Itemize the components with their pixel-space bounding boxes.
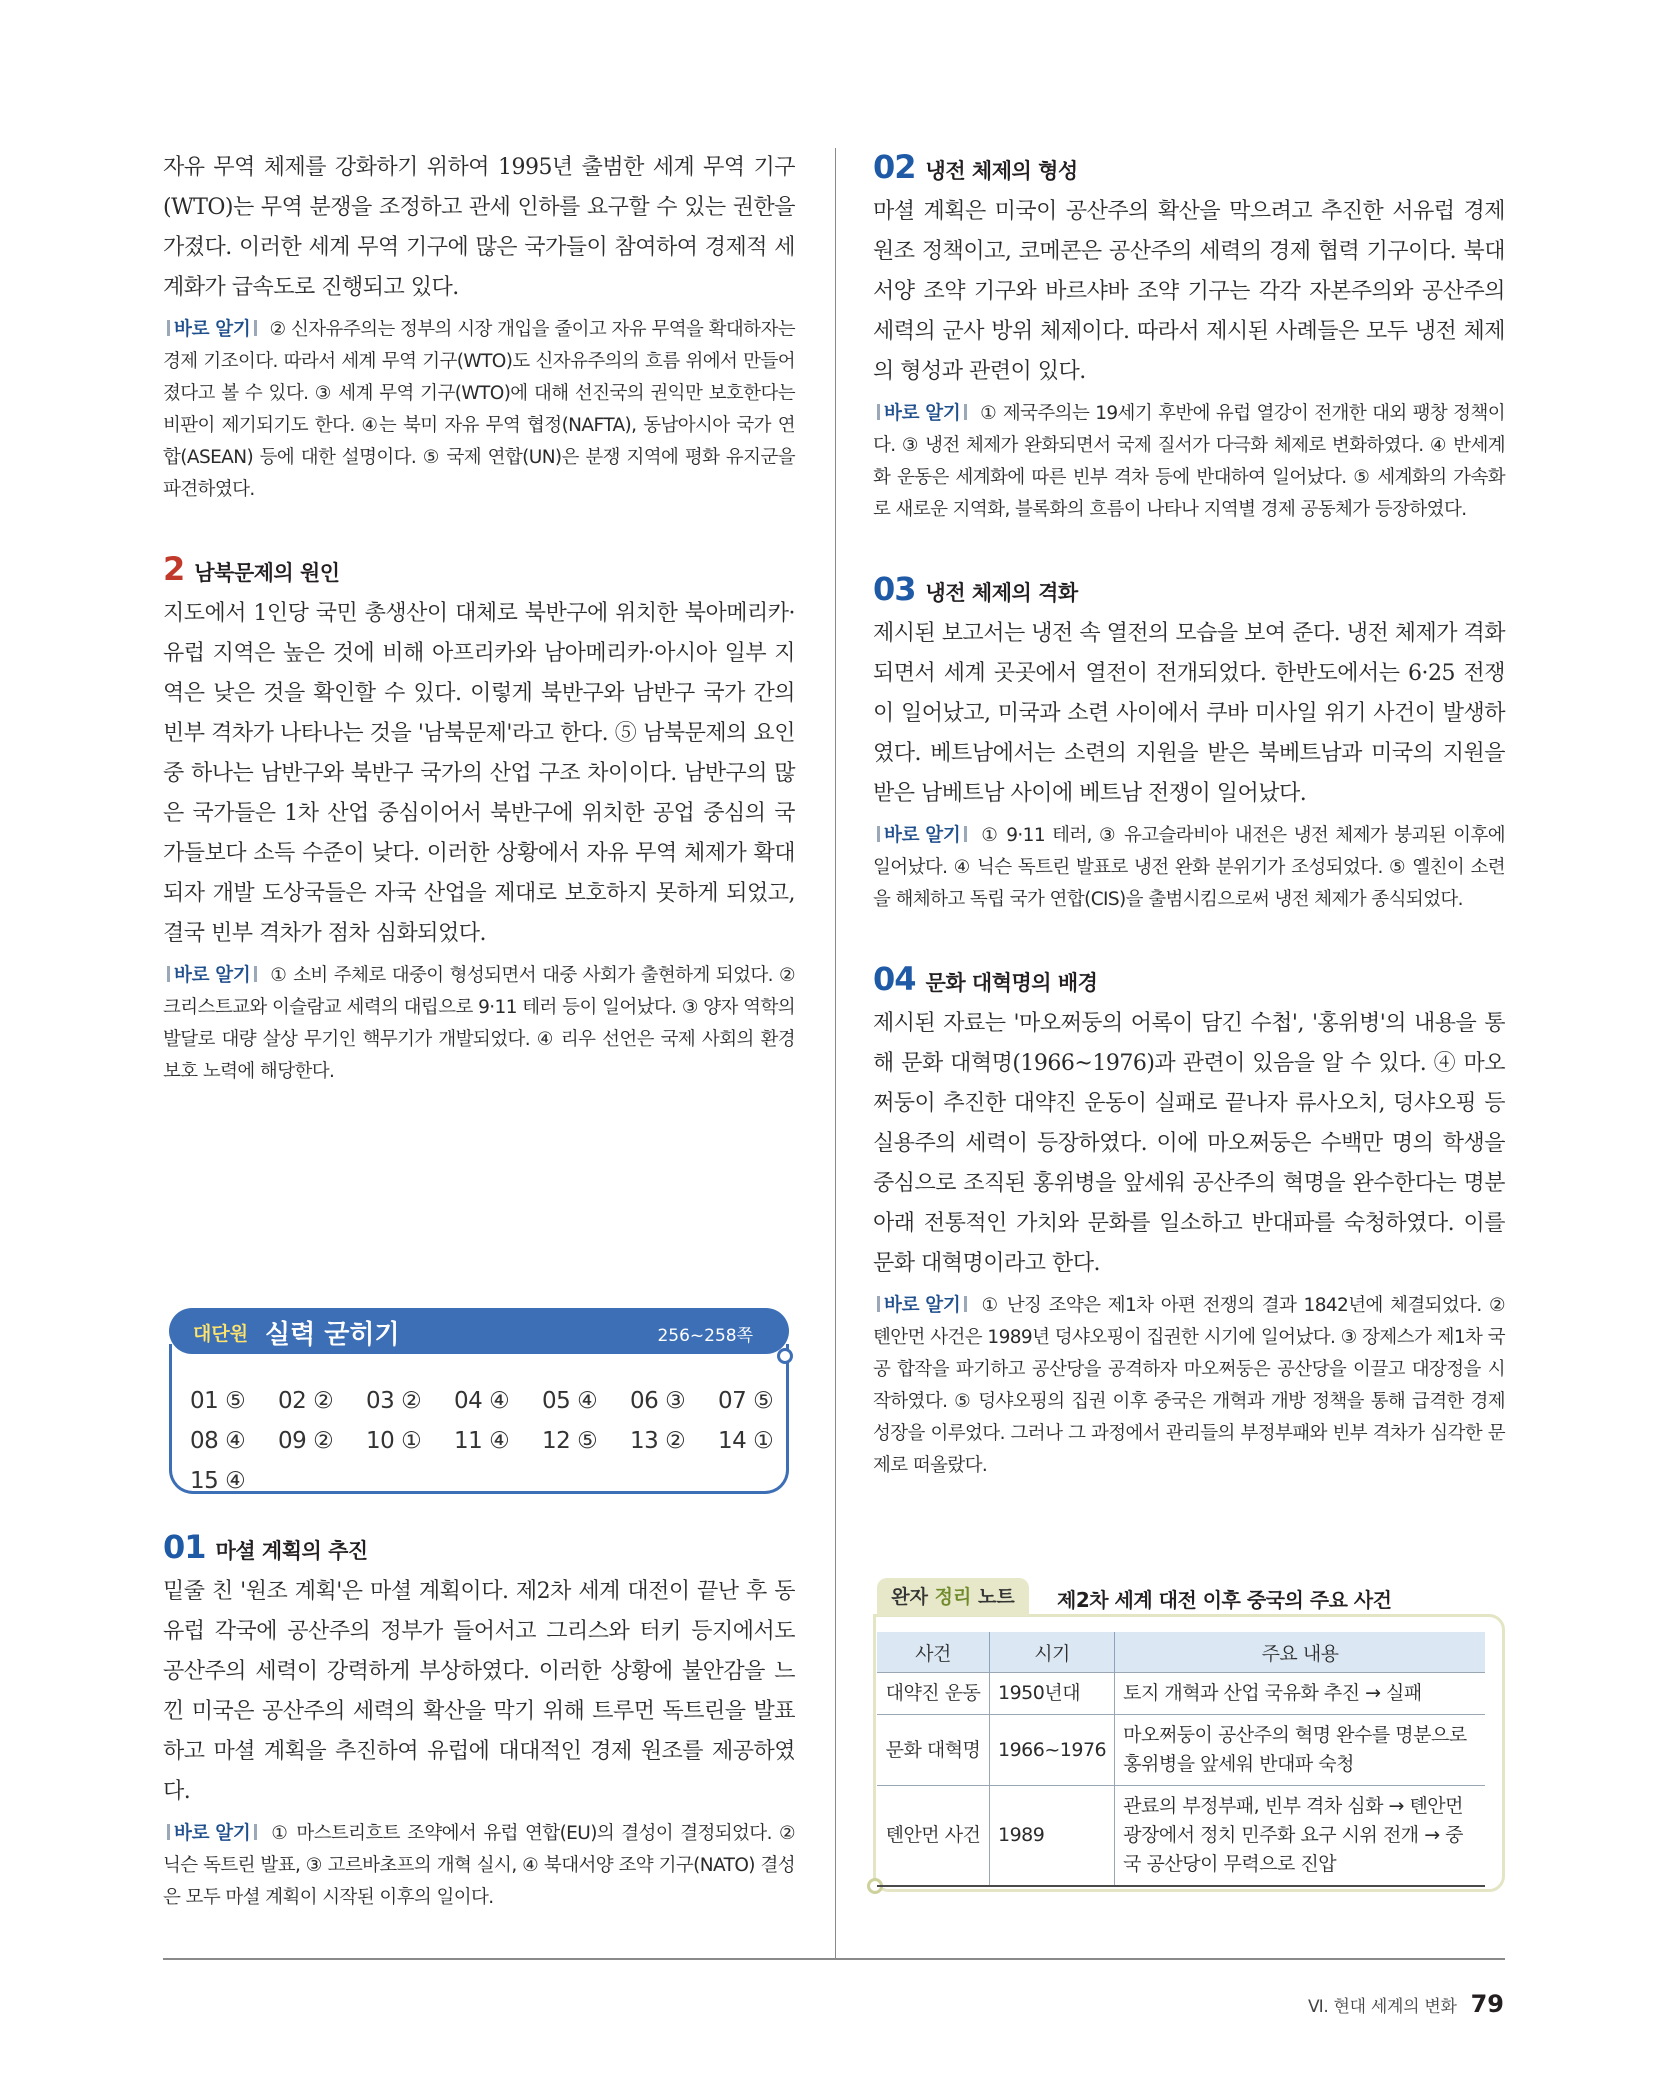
answer-item: 09 ② [278, 1428, 334, 1454]
question-number: 02 [873, 148, 916, 186]
question-title: 문화 대혁명의 배경 [925, 971, 1098, 995]
cell-event: 톈안먼 사건 [877, 1786, 990, 1887]
question-title: 냉전 체제의 형성 [925, 159, 1078, 183]
answer-grid [190, 1384, 806, 1498]
table-row [877, 1673, 1485, 1715]
answer-item: 14 ① [718, 1428, 774, 1454]
q01-heading [163, 1528, 795, 1566]
note-tag: 바로 알기 [163, 314, 261, 346]
answer-item: 07 ⑤ [718, 1388, 774, 1414]
answer-box [163, 1308, 795, 1498]
q01-paragraph: 밑줄 친 '원조 계획'은 마셜 계획이다. 제2차 세계 대전이 끝난 후 동유럽 각국에 공산주의 정부가 들어서고 그리스와 터키 등지에서도 공산주의 세력이 강력하게 부상하였다. 이러한 상황에 불안감을 느낀 미국은 공산주의 세력의 확산을 막기 위해 트루먼 독트린을 발표하고 마셜 계획을 추진하여 유럽에 대대적인 경제 원조를 제공하였다. [163, 1579, 795, 1804]
cell-period: 1966~1976 [990, 1715, 1115, 1786]
answer-item: 10 ① [366, 1428, 422, 1454]
answer-item: 15 ④ [190, 1468, 246, 1494]
intro-note: 바로 알기 ② 신자유주의는 정부의 시장 개입을 줄이고 자유 무역을 확대하자는 경제 기조이다. 따라서 세계 무역 기구(WTO)도 신자유주의의 흐름 위에서 만들어졌다고 볼 수 있다. ③ 세계 무역 기구(WTO)에 대해 선진국의 권익만 보호한다는 비판이 제기되기도 한다. ④는 북미 자유 무역 협정(NAFTA), 동남아시아 국가 연합(ASEAN) 등에 대한 설명이다. ⑤ 국제 연합(UN)은 분쟁 지역에 평화 유지군을 파견하였다. [163, 314, 795, 506]
note-tag: 바로 알기 [873, 820, 971, 852]
q04-heading [873, 960, 1505, 998]
answer-box-range: 256~258쪽 [657, 1326, 753, 1346]
answer-item: 01 ⑤ [190, 1388, 246, 1414]
summary-title: 제2차 세계 대전 이후 중국의 주요 사건 [1057, 1588, 1392, 1612]
cell-content: 관료의 부정부패, 빈부 격차 심화 → 톈안먼 광장에서 정치 민주화 요구 시위 전개 → 중국 공산당이 무력으로 진압 [1115, 1786, 1485, 1887]
q01-block [163, 1528, 795, 1914]
q02-note: 바로 알기 ① 제국주의는 19세기 후반에 유럽 열강이 전개한 대외 팽창 정책이다. ③ 냉전 체제가 완화되면서 국제 질서가 다극화 체제로 변화하였다. ④ 반세계화 운동은 세계화에 따른 빈부 격차 등에 반대하여 일어났다. ⑤ 세계화의 가속화로 새로운 지역화, 블록화의 흐름이 나타나 지역별 경제 공동체가 등장하였다. [873, 398, 1505, 526]
note-tag: 바로 알기 [873, 398, 971, 430]
answer-item: 02 ② [278, 1388, 334, 1414]
answer-box-label-big: 실력 굳히기 [265, 1320, 400, 1350]
answer-item: 12 ⑤ [542, 1428, 598, 1454]
summary-note [873, 1578, 1505, 1918]
question-number: 01 [163, 1528, 206, 1566]
right-column [873, 148, 1505, 1482]
answer-item: 11 ④ [454, 1428, 510, 1454]
question-number: 04 [873, 960, 916, 998]
page-number: 79 [1470, 1990, 1504, 2018]
answer-item: 13 ② [630, 1428, 686, 1454]
answer-item: 04 ④ [454, 1388, 510, 1414]
section-2-paragraph: 지도에서 1인당 국민 총생산이 대체로 북반구에 위치한 북아메리카·유럽 지역은 높은 것에 비해 아프리카와 남아메리카·아시아 일부 지역은 낮은 것을 확인할 수 있다. 이렇게 북반구와 남반구 국가 간의 빈부 격차가 나타나는 것을 '남북문제'라고 한다. ⑤ 남북문제의 요인 중 하나는 남반구와 북반구 국가의 산업 구조 차이이다. 남반구의 많은 국가들은 1차 산업 중심이어서 북반구에 위치한 공업 중심의 국가들보다 소득 수준이 낮다. 이러한 상황에서 자유 무역 체제가 확대되자 개발 도상국들은 자국 산업을 제대로 보호하지 못하게 되었고, 결국 빈부 격차가 점차 심화되었다. [163, 601, 795, 946]
answer-box-label-small: 대단원 [193, 1323, 249, 1345]
page-footer [1308, 1990, 1504, 2018]
cell-content: 토지 개혁과 산업 국유화 추진 → 실패 [1115, 1673, 1485, 1715]
column-header: 시기 [990, 1632, 1115, 1673]
q03-note: 바로 알기 ① 9·11 테러, ③ 유고슬라비아 내전은 냉전 체제가 붕괴된 이후에 일어났다. ④ 닉슨 독트린 발표로 냉전 완화 분위기가 조성되었다. ⑤ 옐친이 소련을 해체하고 독립 국가 연합(CIS)을 출범시킴으로써 냉전 체제가 종식되었다. [873, 820, 1505, 916]
note-tag: 바로 알기 [873, 1290, 971, 1322]
column-header: 사건 [877, 1632, 990, 1673]
summary-table [877, 1632, 1485, 1887]
table-row [877, 1715, 1485, 1786]
question-title: 마셜 계획의 추진 [215, 1539, 368, 1563]
intro-paragraph: 자유 무역 체제를 강화하기 위하여 1995년 출범한 세계 무역 기구(WTO)는 무역 분쟁을 조정하고 관세 인하를 요구할 수 있는 권한을 가졌다. 이러한 세계 무역 기구에 많은 국가들이 참여하여 경제적 세계화가 급속도로 진행되고 있다. [163, 155, 795, 300]
cell-period: 1989 [990, 1786, 1115, 1887]
answer-item: 08 ④ [190, 1428, 246, 1454]
q01-note: 바로 알기 ① 마스트리흐트 조약에서 유럽 연합(EU)의 결성이 결정되었다. ② 닉슨 독트린 발표, ③ 고르바초프의 개혁 실시, ④ 북대서양 조약 기구(NATO) 결성은 모두 마셜 계획이 시작된 이후의 일이다. [163, 1818, 795, 1914]
footer-divider [163, 1958, 1505, 1960]
cell-event: 대약진 운동 [877, 1673, 990, 1715]
question-title: 냉전 체제의 격화 [925, 581, 1078, 605]
note-tag: 바로 알기 [163, 1818, 261, 1850]
q02-heading [873, 148, 1505, 186]
q04-note: 바로 알기 ① 난징 조약은 제1차 아편 전쟁의 결과 1842년에 체결되었다. ② 톈안먼 사건은 1989년 덩샤오핑이 집권한 시기에 일어났다. ③ 장제스가 제1차 국공 합작을 파기하고 공산당을 공격하자 마오쩌둥은 공산당을 이끌고 대장정을 시작하였다. ⑤ 덩샤오핑의 집권 이후 중국은 개혁과 개방 정책을 통해 급격한 경제 성장을 이루었다. 그러나 그 과정에서 관리들의 부정부패와 빈부 격차가 심각한 문제로 떠올랐다. [873, 1290, 1505, 1482]
section-2-note: 바로 알기 ① 소비 주체로 대중이 형성되면서 대중 사회가 출현하게 되었다. ② 크리스트교와 이슬람교 세력의 대립으로 9·11 테러 등이 일어났다. ③ 양자 역학의 발달로 대량 살상 무기인 핵무기가 개발되었다. ④ 리우 선언은 국제 사회의 환경 보호 노력에 해당한다. [163, 960, 795, 1088]
ring-icon [777, 1348, 793, 1364]
table-header-row [877, 1632, 1485, 1673]
answer-box-header [169, 1308, 789, 1354]
q03-heading [873, 570, 1505, 608]
section-title: 남북문제의 원인 [194, 561, 340, 585]
cell-period: 1950년대 [990, 1673, 1115, 1715]
answer-item: 05 ④ [542, 1388, 598, 1414]
column-header: 주요 내용 [1115, 1632, 1485, 1673]
column-divider [835, 148, 836, 1958]
cell-event: 문화 대혁명 [877, 1715, 990, 1786]
summary-tab: 완자 정리 노트 [877, 1578, 1029, 1616]
table-row [877, 1786, 1485, 1887]
section-number: 2 [163, 550, 185, 588]
note-tag: 바로 알기 [163, 960, 261, 992]
answer-box-frame [169, 1344, 789, 1494]
question-number: 03 [873, 570, 916, 608]
q02-paragraph: 마셜 계획은 미국이 공산주의 확산을 막으려고 추진한 서유럽 경제 원조 정책이고, 코메콘은 공산주의 세력의 경제 협력 기구이다. 북대서양 조약 기구와 바르샤바 조약 기구는 각각 자본주의와 공산주의 세력의 군사 방위 체제이다. 따라서 제시된 사례들은 모두 냉전 체제의 형성과 관련이 있다. [873, 199, 1505, 384]
chapter-title: Ⅵ. 현대 세계의 변화 [1307, 1997, 1457, 2017]
section-2-heading [163, 550, 795, 588]
left-column [163, 148, 795, 1088]
answer-item: 06 ③ [630, 1388, 686, 1414]
answer-item: 03 ② [366, 1388, 422, 1414]
cell-content: 마오쩌둥이 공산주의 혁명 완수를 명분으로 홍위병을 앞세워 반대파 숙청 [1115, 1715, 1485, 1786]
q04-paragraph: 제시된 자료는 '마오쩌둥의 어록이 담긴 수첩', '홍위병'의 내용을 통해 문화 대혁명(1966~1976)과 관련이 있음을 알 수 있다. ④ 마오쩌둥이 추진한 대약진 운동이 실패로 끝나자 류사오치, 덩샤오핑 등 실용주의 세력이 등장하였다. 이에 마오쩌둥은 수백만 명의 학생을 중심으로 조직된 홍위병을 앞세워 공산주의 혁명을 완수한다는 명분 아래 전통적인 가치와 문화를 일소하고 반대파를 숙청하였다. 이를 문화 대혁명이라고 한다. [873, 1011, 1505, 1276]
q03-paragraph: 제시된 보고서는 냉전 속 열전의 모습을 보여 준다. 냉전 체제가 격화되면서 세계 곳곳에서 열전이 전개되었다. 한반도에서는 6·25 전쟁이 일어났고, 미국과 소련 사이에서 쿠바 미사일 위기 사건이 발생하였다. 베트남에서는 소련의 지원을 받은 북베트남과 미국의 지원을 받은 남베트남 사이에 베트남 전쟁이 일어났다. [873, 621, 1505, 806]
